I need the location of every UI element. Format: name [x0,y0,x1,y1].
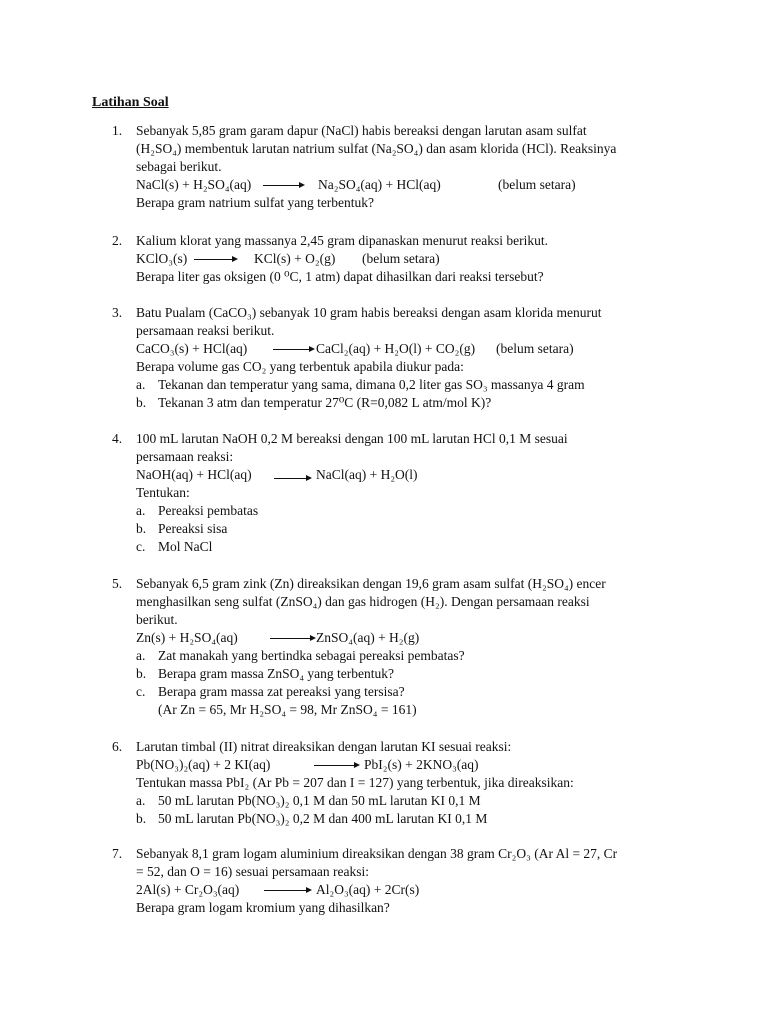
reaction-equation [136,340,680,358]
problem-question: Tentukan massa PbI₂ (Ar Pb = 207 dan I = 127) yang terbentuk, jika direaksikan: [136,775,574,790]
item-text: 50 mL larutan Pb(NO₃)₂ 0,2 M dan 400 mL larutan KI 0,1 M [158,811,488,826]
equation-reactants: CaCO₃(s) + HCl(aq) [136,341,248,356]
problem-number: 4. [112,431,123,446]
problem-footnote: (Ar Zn = 65, Mr H₂SO₄ = 98, Mr ZnSO₄ = 161) [158,702,417,717]
problem-question: Berapa gram logam kromium yang dihasilkan? [136,900,390,915]
problem-7 [112,845,680,917]
problem-3 [112,304,680,412]
reaction-equation [136,629,680,647]
reaction-arrow-icon [264,890,310,891]
list-item [136,394,680,412]
equation-products: ZnSO₄(aq) + H₂(g) [316,630,420,645]
equation-note: (belum setara) [362,251,440,266]
reaction-arrow-icon [314,765,358,766]
reaction-arrow-icon [274,478,310,479]
item-label: b. [136,811,147,826]
item-label: b. [136,395,147,410]
list-item [136,376,680,394]
problem-text-line: (H₂SO₄) membentuk larutan natrium sulfat (Na₂SO₄) dan asam klorida (HCl). Reaksinya [136,141,617,156]
problem-1 [112,122,680,212]
problem-number: 5. [112,576,123,591]
equation-products: NaCl(aq) + H₂O(l) [316,467,418,482]
problem-text-line: menghasilkan seng sulfat (ZnSO₄) dan gas hidrogen (H₂). Dengan persamaan reaksi [136,594,590,609]
problem-6 [112,738,680,828]
problem-text-line: berikut. [136,612,178,627]
list-item [136,538,680,556]
list-item [136,792,680,810]
list-item [136,665,680,683]
equation-products: CaCl₂(aq) + H₂O(l) + CO₂(g) [316,341,476,356]
item-text: Zat manakah yang bertindka sebagai pereaksi pembatas? [158,648,465,663]
item-text: Tekanan dan temperatur yang sama, dimana 0,2 liter gas SO₃ massanya 4 gram [158,377,585,392]
reaction-equation [136,756,680,774]
problem-text-line: Larutan timbal (II) nitrat direaksikan dengan larutan KI sesuai reaksi: [136,739,512,754]
problem-text-line: Sebanyak 5,85 gram garam dapur (NaCl) habis bereaksi dengan larutan asam sulfat [136,123,587,138]
problem-number: 7. [112,846,123,861]
equation-products: PbI₂(s) + 2KNO₃(aq) [364,757,479,772]
problem-text-line: Batu Pualam (CaCO₃) sebanyak 10 gram habis bereaksi dengan asam klorida menurut [136,305,602,320]
equation-products: Na₂SO₄(aq) + HCl(aq) [318,177,441,192]
reaction-arrow-icon [273,349,313,350]
page-title: Latihan Soal [92,95,169,110]
item-text: Pereaksi pembatas [158,503,259,518]
problem-2 [112,232,680,286]
item-label: c. [136,539,146,554]
item-text: Tekanan 3 atm dan temperatur 27⁰C (R=0,082 L atm/mol K)? [158,395,492,410]
equation-reactants: NaCl(s) + H₂SO₄(aq) [136,177,252,192]
list-item [136,502,680,520]
item-label: a. [136,503,146,518]
item-label: b. [136,521,147,536]
equation-reactants: 2Al(s) + Cr₂O₃(aq) [136,882,240,897]
item-label: a. [136,648,146,663]
problem-4 [112,430,680,556]
item-text: Berapa gram massa ZnSO₄ yang terbentuk? [158,666,395,681]
item-text: 50 mL larutan Pb(NO₃)₂ 0,1 M dan 50 mL larutan KI 0,1 M [158,793,481,808]
equation-note: (belum setara) [498,177,576,192]
item-label: b. [136,666,147,681]
equation-note: (belum setara) [496,341,574,356]
problem-text-line: Sebanyak 8,1 gram logam aluminium direaksikan dengan 38 gram Cr₂O₃ (Ar Al = 27, Cr [136,846,618,861]
item-text: Berapa gram massa zat pereaksi yang tersisa? [158,684,405,699]
equation-reactants: Pb(NO₃)₂(aq) + 2 KI(aq) [136,757,271,772]
reaction-equation [136,176,680,194]
item-text: Mol NaCl [158,539,213,554]
list-item [136,647,680,665]
equation-products: Al₂O₃(aq) + 2Cr(s) [316,882,420,897]
problem-number: 3. [112,305,123,320]
item-label: a. [136,377,146,392]
problem-text-line: sebagai berikut. [136,159,222,174]
problem-number: 1. [112,123,123,138]
list-item [136,810,680,828]
item-label: c. [136,684,146,699]
problem-question: Berapa volume gas CO₂ yang terbentuk apabila diukur pada: [136,359,464,374]
problem-text-line: persamaan reaksi: [136,449,234,464]
reaction-arrow-icon [263,185,303,186]
item-text: Pereaksi sisa [158,521,228,536]
reaction-equation [136,250,680,268]
equation-reactants: KClO₃(s) [136,251,188,266]
reaction-equation [136,466,680,484]
item-label: a. [136,793,146,808]
equation-reactants: NaOH(aq) + HCl(aq) [136,467,252,482]
problem-question: Berapa gram natrium sulfat yang terbentuk? [136,195,375,210]
list-item [136,683,680,701]
list-item [136,520,680,538]
problem-text-line: = 52, dan O = 16) sesuai persamaan reaksi: [136,864,370,879]
equation-products: KCl(s) + O₂(g) [254,251,336,266]
reaction-arrow-icon [270,638,314,639]
problem-question: Tentukan: [136,485,190,500]
reaction-arrow-icon [194,259,236,260]
problem-text-line: Sebanyak 6,5 gram zink (Zn) direaksikan dengan 19,6 gram asam sulfat (H₂SO₄) encer [136,576,606,591]
reaction-equation [136,881,680,899]
problem-number: 6. [112,739,123,754]
equation-reactants: Zn(s) + H₂SO₄(aq) [136,630,238,645]
problem-number: 2. [112,233,123,248]
problem-text-line: Kalium klorat yang massanya 2,45 gram dipanaskan menurut reaksi berikut. [136,233,549,248]
problem-5 [112,575,680,719]
problem-text-line: persamaan reaksi berikut. [136,323,275,338]
problem-text-line: 100 mL larutan NaOH 0,2 M bereaksi dengan 100 mL larutan HCl 0,1 M sesuai [136,431,568,446]
problem-question: Berapa liter gas oksigen (0 ⁰C, 1 atm) dapat dihasilkan dari reaksi tersebut? [136,269,544,284]
